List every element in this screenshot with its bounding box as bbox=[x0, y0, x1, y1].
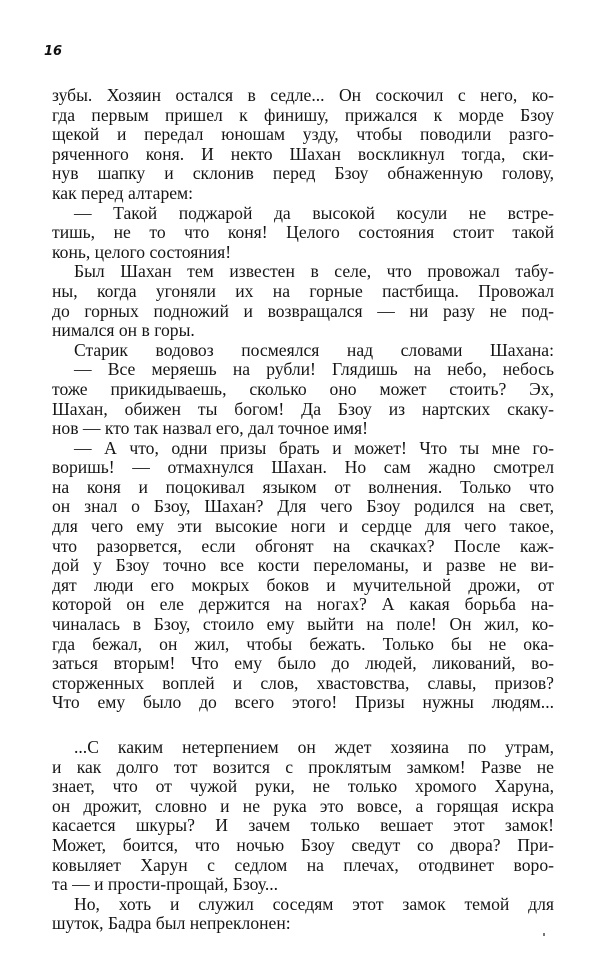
text-line: дой у Бзоу точно все кости переломаны, и разве не ви- bbox=[52, 555, 554, 576]
text-line: зубы. Хозяин остался в седле... Он соскочил с него, ко- bbox=[52, 85, 554, 105]
text-line: — Все меряешь на рубли! Глядишь на небо, небось bbox=[74, 359, 554, 380]
text-line: для чего ему эти высокие ноги и сердце для чего такое, bbox=[52, 516, 554, 537]
text-line: чиналась в Бзоу, стоило ему выйти на поле! Он жил, ко- bbox=[52, 614, 554, 635]
text-line: — А что, одни призы брать и может! Что ты мне го- bbox=[74, 437, 554, 458]
text-line: он знал о Бзоу, Шахан? Для чего Бзоу родился на свет, bbox=[52, 496, 554, 517]
text-line: ны, когда угоняли их на горные пастбища. Провожал bbox=[52, 280, 554, 301]
text-line: ...С каким нетерпением он ждет хозяина по утрам, bbox=[74, 737, 554, 757]
text-line: которой он еле держится на ногах? А какая борьба на- bbox=[52, 594, 554, 615]
text-line: Был Шахан тем известен в селе, что провожал табу- bbox=[74, 261, 554, 282]
text-line: тоже прикидываешь, сколько оно может стоить? Эх, bbox=[52, 378, 554, 399]
text-line: как перед алтарем: bbox=[52, 182, 194, 203]
text-line: дят люди его мокрых боков и мучительной дрожи, от bbox=[52, 574, 554, 595]
text-line: Старик водовоз посмеялся над словами Шахана: bbox=[74, 339, 554, 360]
text-line: знает, что от чужой руки, не только хромого Харуна, bbox=[52, 776, 554, 797]
text-line: воришь! — отмахнулся Шахан. Но сам жадно смотрел bbox=[52, 457, 554, 478]
text-line: шуток, Бадра был непреклонен: bbox=[52, 913, 291, 934]
text-block-1 bbox=[52, 86, 554, 713]
text-line: до горных подножий и возвращался — ни разу не под- bbox=[52, 300, 554, 321]
text-line: нимался он в горы. bbox=[52, 320, 195, 341]
text-line: тишь, не то что коня! Целого состояния стоит такой bbox=[52, 222, 554, 243]
text-line: Шахан, обижен ты богом! Да Бзоу из нартских скаку- bbox=[52, 398, 554, 419]
text-line: Что ему было до всего этого! Призы нужны людям... bbox=[52, 692, 554, 713]
text-line: что разорвется, если обгонят на скачках? После каж- bbox=[52, 535, 554, 556]
page-number: 16 bbox=[44, 44, 63, 59]
text-line: ковыляет Харун с седлом на плечах, отодвинет воро- bbox=[52, 854, 554, 875]
text-line: щекой и передал юношам узду, чтобы поводили разго- bbox=[52, 124, 554, 145]
text-line: Но, хоть и служил соседям этот замок темой для bbox=[74, 893, 554, 914]
text-line: ряченного коня. И некто Шахан воскликнул тогда, ски- bbox=[52, 143, 554, 164]
text-line: Может, боится, что ночью Бзоу сведут со двора? При- bbox=[52, 834, 554, 855]
text-line: та — и прости-прощай, Бзоу... bbox=[52, 874, 279, 895]
text-block-2 bbox=[52, 738, 554, 934]
text-line: касается шкуры? И зачем только вешает этот замок! bbox=[52, 815, 554, 836]
text-line: гда бежал, он жил, чтобы бежать. Только бы не ока- bbox=[52, 633, 554, 654]
text-line: нув шапку и склонив перед Бзоу обнаженную голову, bbox=[52, 163, 554, 184]
text-line: сторженных воплей и слов, хвастовства, славы, призов? bbox=[52, 672, 554, 693]
text-line: гда первым пришел к финишу, прижался к морде Бзоу bbox=[52, 104, 554, 125]
text-line: и как долго тот возится с проклятым замком! Разве не bbox=[52, 756, 554, 777]
text-line: конь, целого состояния! bbox=[52, 241, 232, 262]
scan-speck bbox=[543, 933, 545, 936]
text-line: он дрожит, словно и не рука это вовсе, а горящая искра bbox=[52, 795, 554, 816]
text-line: на коня и поцокивал языком от волнения. Только что bbox=[52, 476, 554, 497]
text-line: — Такой поджарой да высокой косули не встре- bbox=[74, 202, 554, 223]
text-line: нов — кто так назвал его, дал точное имя! bbox=[52, 418, 368, 439]
text-line: заться вторым! Что ему было до людей, ликований, во- bbox=[52, 653, 554, 674]
